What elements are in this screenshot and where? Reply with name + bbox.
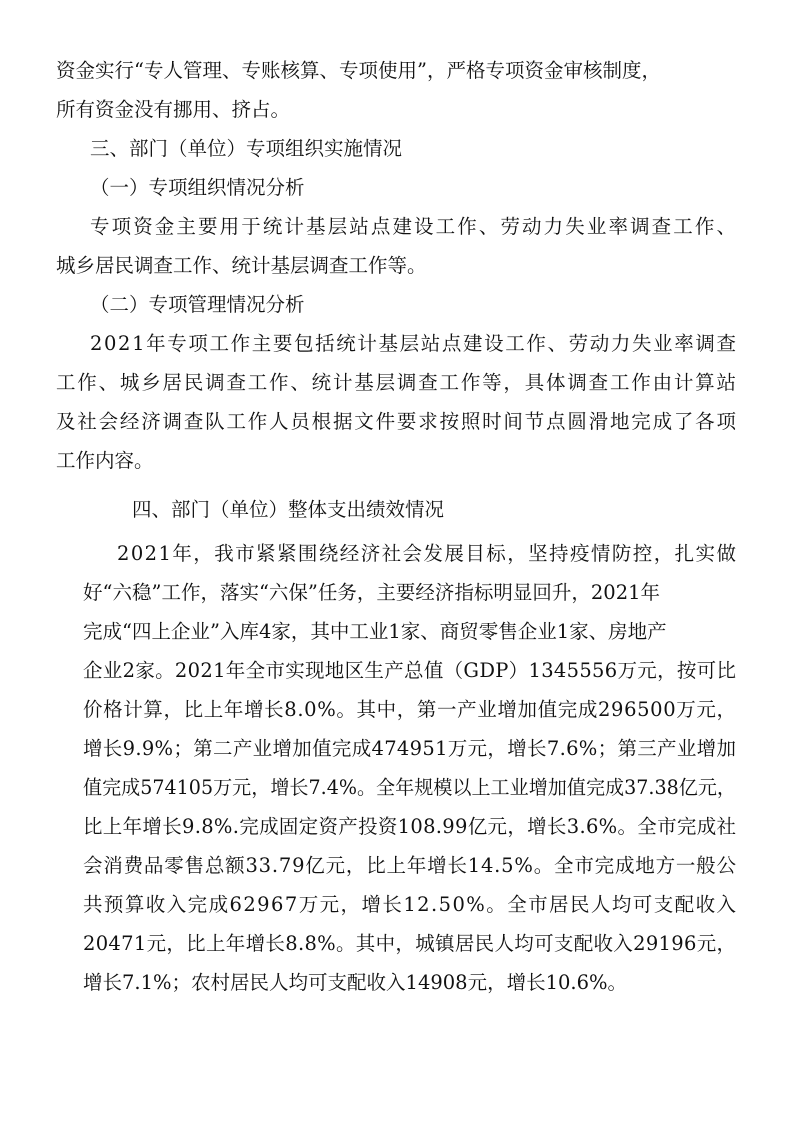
paragraph-line: 共预算收入完成62967万元，增长12.50%。全市居民人均可支配收入 [83, 893, 738, 916]
paragraph-line: 城乡居民调查工作、统计基层调查工作等。 [56, 254, 427, 277]
paragraph-line: 工作、城乡居民调查工作、统计基层调查工作等，具体调查工作由计算站 [56, 371, 738, 394]
paragraph-line: 工作内容。 [56, 449, 154, 472]
paragraph-line: 价格计算，比上年增长8.0%。其中，第一产业增加值完成296500万元， [83, 698, 737, 721]
paragraph-line: 好“六稳”工作，落实“六保”任务，主要经济指标明显回升，2021年 [83, 581, 661, 604]
paragraph-line: 专项资金主要用于统计基层站点建设工作、劳动力失业率调查工作、 [90, 215, 739, 238]
section-heading-4: 四、部门（单位）整体支出绩效情况 [132, 498, 445, 521]
paragraph-line: 企业2家。2021年全市实现地区生产总值（GDP）1345556万元，按可比 [83, 659, 737, 682]
section-heading-3: 三、部门（单位）专项组织实施情况 [90, 137, 403, 160]
subsection-heading-2: （二）专项管理情况分析 [90, 293, 305, 316]
paragraph-line: 增长7.1%；农村居民人均可支配收入14908元，增长10.6%。 [83, 971, 628, 994]
paragraph-line: 值完成574105万元，增长7.4%。全年规模以上工业增加值完成37.38亿元， [83, 776, 736, 799]
paragraph-line: 比上年增长9.8%.完成固定资产投资108.99亿元，增长3.6%。全市完成社 [83, 815, 737, 838]
paragraph-line: 及社会经济调查队工作人员根据文件要求按照时间节点圆滑地完成了各项 [56, 410, 738, 433]
paragraph-line: 资金实行“专人管理、专账核算、专项使用”，严格专项资金审核制度， [56, 59, 661, 82]
paragraph-line: 2021年专项工作主要包括统计基层站点建设工作、劳动力失业率调查 [90, 332, 738, 355]
paragraph-line: 所有资金没有挪用、挤占。 [56, 98, 291, 121]
paragraph-line: 会消费品零售总额33.79亿元，比上年增长14.5%。全市完成地方一般公 [83, 854, 737, 877]
paragraph-line: 20471元，比上年增长8.8%。其中，城镇居民人均可支配收入29196元， [83, 932, 737, 955]
subsection-heading-1: （一）专项组织情况分析 [90, 176, 305, 199]
paragraph-line: 完成“四上企业”入库4家，其中工业1家、商贸零售企业1家、房地产 [83, 620, 667, 643]
paragraph-line: 2021年，我市紧紧围绕经济社会发展目标，坚持疫情防控，扎实做 [117, 542, 738, 565]
paragraph-line: 增长9.9%；第二产业增加值完成474951万元，增长7.6%；第三产业增加 [83, 737, 737, 760]
